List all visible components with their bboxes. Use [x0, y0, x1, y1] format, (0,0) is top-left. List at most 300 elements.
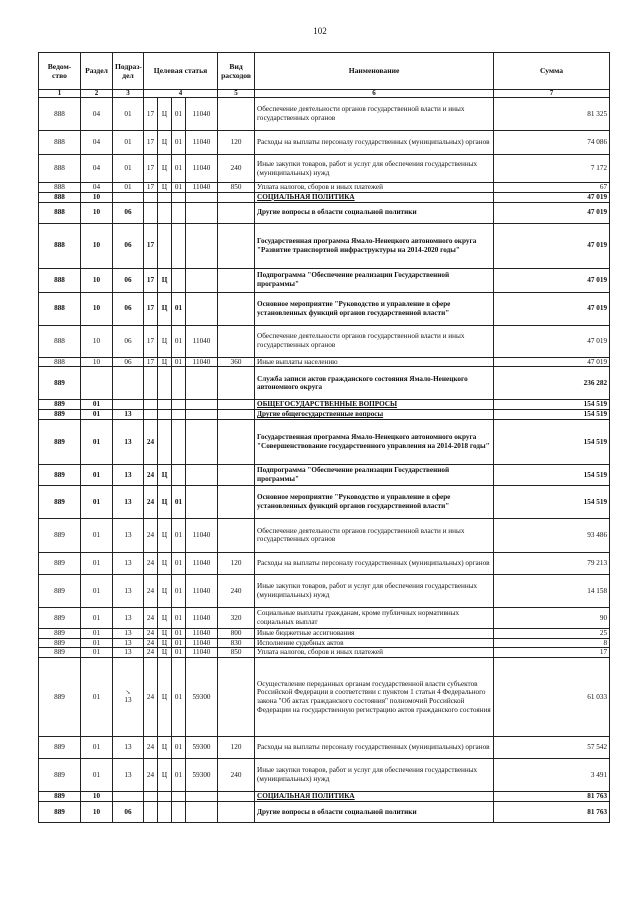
- cell-target-subprogram: [158, 802, 172, 823]
- cell-razdel: 01: [81, 648, 113, 658]
- cell-target-direction: 11040: [186, 552, 218, 574]
- cell-vid: [218, 464, 255, 485]
- cell-podrazdel: 13: [113, 638, 144, 648]
- cell-name: Иные выплаты населению: [255, 357, 494, 367]
- cell-vid: [218, 518, 255, 552]
- cell-podrazdel: 13: [113, 759, 144, 792]
- cell-target-subprogram: Ц: [158, 638, 172, 648]
- cell-vid: [218, 268, 255, 292]
- cell-razdel: 01: [81, 464, 113, 485]
- cell-target-program: 17: [144, 292, 158, 325]
- cell-razdel: 10: [81, 292, 113, 325]
- column-number-row: [39, 90, 610, 98]
- cell-target-subprogram: Ц: [158, 628, 172, 638]
- cell-target-subprogram: Ц: [158, 485, 172, 518]
- cell-target-program: 17: [144, 98, 158, 131]
- table-row: [39, 638, 610, 648]
- cell-target-subprogram: Ц: [158, 183, 172, 193]
- cell-vid: [218, 223, 255, 268]
- cell-target-program: 24: [144, 518, 158, 552]
- cell-vid: [218, 192, 255, 202]
- cell-target-event: [172, 223, 186, 268]
- cell-target-direction: [186, 223, 218, 268]
- cell-target-subprogram: Ц: [158, 155, 172, 183]
- cell-sum: 17: [494, 648, 610, 658]
- cell-target-program: [144, 367, 158, 400]
- cell-razdel: 01: [81, 400, 113, 410]
- cell-razdel: 10: [81, 792, 113, 802]
- cell-vedomstvo: 889: [39, 759, 81, 792]
- cell-target-subprogram: [158, 367, 172, 400]
- cell-sum: 93 486: [494, 518, 610, 552]
- cell-target-program: 24: [144, 658, 158, 737]
- table-row: [39, 792, 610, 802]
- cell-vedomstvo: 888: [39, 131, 81, 155]
- cell-target-event: 01: [172, 648, 186, 658]
- cell-podrazdel: 13: [113, 518, 144, 552]
- cell-target-event: [172, 367, 186, 400]
- cell-podrazdel: 13: [113, 648, 144, 658]
- cell-vedomstvo: 888: [39, 98, 81, 131]
- cell-target-subprogram: [158, 223, 172, 268]
- cell-vedomstvo: 889: [39, 628, 81, 638]
- cell-sum: 7 172: [494, 155, 610, 183]
- cell-vedomstvo: 889: [39, 648, 81, 658]
- cell-razdel: [81, 367, 113, 400]
- cell-name: Расходы на выплаты персоналу государственных (муниципальных) органов: [255, 737, 494, 759]
- table-row: [39, 607, 610, 628]
- table-row: [39, 202, 610, 223]
- cell-target-event: 01: [172, 607, 186, 628]
- cell-razdel: 10: [81, 802, 113, 823]
- cell-target-event: 01: [172, 155, 186, 183]
- cell-target-program: 17: [144, 357, 158, 367]
- cell-name: Иные закупки товаров, работ и услуг для обеспечения государственных (муниципальных) нужд: [255, 574, 494, 607]
- budget-table: [38, 52, 610, 823]
- header-sum: Сумма: [494, 53, 610, 90]
- cell-razdel: 04: [81, 98, 113, 131]
- cell-target-event: [172, 410, 186, 420]
- cell-target-subprogram: Ц: [158, 357, 172, 367]
- cell-vid: 240: [218, 759, 255, 792]
- cell-target-subprogram: Ц: [158, 574, 172, 607]
- cell-sum: 74 086: [494, 131, 610, 155]
- cell-podrazdel: 13: [113, 464, 144, 485]
- cell-target-subprogram: Ц: [158, 98, 172, 131]
- table-row: [39, 400, 610, 410]
- cell-vid: [218, 802, 255, 823]
- cell-target-event: 01: [172, 628, 186, 638]
- cell-podrazdel: 13: [113, 607, 144, 628]
- cell-sum: 154 519: [494, 464, 610, 485]
- cell-vedomstvo: 889: [39, 638, 81, 648]
- table-row: [39, 155, 610, 183]
- cell-target-program: [144, 792, 158, 802]
- cell-target-direction: 11040: [186, 628, 218, 638]
- cell-target-direction: [186, 792, 218, 802]
- cell-target-subprogram: [158, 419, 172, 464]
- handwritten-mark: ↘: [125, 689, 131, 696]
- cell-sum: 47 019: [494, 223, 610, 268]
- cell-sum: 236 282: [494, 367, 610, 400]
- col-number: 4: [144, 90, 218, 98]
- cell-vid: [218, 410, 255, 420]
- cell-razdel: 10: [81, 202, 113, 223]
- cell-vid: 120: [218, 131, 255, 155]
- table-row: [39, 223, 610, 268]
- cell-name: Уплата налогов, сборов и иных платежей: [255, 183, 494, 193]
- cell-target-direction: 11040: [186, 325, 218, 357]
- cell-target-direction: 11040: [186, 638, 218, 648]
- table-row: [39, 131, 610, 155]
- cell-sum: 81 763: [494, 802, 610, 823]
- table-row: [39, 464, 610, 485]
- cell-podrazdel: 13: [113, 419, 144, 464]
- cell-sum: 67: [494, 183, 610, 193]
- cell-vedomstvo: 889: [39, 410, 81, 420]
- cell-vedomstvo: 888: [39, 325, 81, 357]
- cell-target-program: [144, 400, 158, 410]
- cell-vid: [218, 658, 255, 737]
- header-vid: Вид расходов: [218, 53, 255, 90]
- cell-vedomstvo: 888: [39, 183, 81, 193]
- cell-target-direction: 11040: [186, 518, 218, 552]
- cell-podrazdel: [113, 400, 144, 410]
- cell-razdel: 10: [81, 192, 113, 202]
- col-number: 3: [113, 90, 144, 98]
- cell-name: Уплата налогов, сборов и иных платежей: [255, 648, 494, 658]
- cell-target-direction: [186, 802, 218, 823]
- cell-target-event: 01: [172, 759, 186, 792]
- cell-target-program: [144, 192, 158, 202]
- cell-target-event: 01: [172, 98, 186, 131]
- cell-vedomstvo: 888: [39, 202, 81, 223]
- cell-razdel: 01: [81, 485, 113, 518]
- cell-target-direction: [186, 400, 218, 410]
- table-row: [39, 759, 610, 792]
- cell-name: Осуществление переданных органам государственной власти субъектов Российской Федерации в соответствии с пунктом 1 статьи 4 Федерального закона "Об актах гражданского состояния" полномочий Российской Федерации на государственную регистрацию актов гражданского состояния: [255, 658, 494, 737]
- cell-target-subprogram: Ц: [158, 648, 172, 658]
- cell-name: Основное мероприятие "Руководство и управление в сфере установленных функций органов государственной власти": [255, 292, 494, 325]
- cell-razdel: 01: [81, 518, 113, 552]
- table-row: [39, 268, 610, 292]
- cell-razdel: 01: [81, 737, 113, 759]
- cell-razdel: 10: [81, 268, 113, 292]
- cell-sum: 154 519: [494, 410, 610, 420]
- cell-name: Основное мероприятие "Руководство и управление в сфере установленных функций органов государственной власти": [255, 485, 494, 518]
- table-row: [39, 367, 610, 400]
- header-name: Наименование: [255, 53, 494, 90]
- cell-vedomstvo: 888: [39, 268, 81, 292]
- cell-razdel: 01: [81, 759, 113, 792]
- cell-name: Подпрограмма "Обеспечение реализации Государственной программы": [255, 268, 494, 292]
- col-number: 7: [494, 90, 610, 98]
- cell-target-direction: 11040: [186, 574, 218, 607]
- cell-target-event: 01: [172, 518, 186, 552]
- cell-vedomstvo: 889: [39, 464, 81, 485]
- cell-target-direction: 11040: [186, 155, 218, 183]
- cell-target-event: 01: [172, 183, 186, 193]
- cell-target-event: 01: [172, 325, 186, 357]
- cell-target-direction: 11040: [186, 98, 218, 131]
- page-number: 102: [313, 26, 327, 36]
- cell-target-program: 17: [144, 183, 158, 193]
- cell-podrazdel: 06: [113, 268, 144, 292]
- cell-sum: 25: [494, 628, 610, 638]
- cell-target-program: [144, 202, 158, 223]
- cell-sum: 57 542: [494, 737, 610, 759]
- cell-target-program: 24: [144, 485, 158, 518]
- cell-podrazdel: 06: [113, 357, 144, 367]
- cell-target-subprogram: Ц: [158, 759, 172, 792]
- cell-sum: 3 491: [494, 759, 610, 792]
- cell-target-program: 24: [144, 648, 158, 658]
- cell-target-program: 24: [144, 464, 158, 485]
- cell-vedomstvo: 889: [39, 552, 81, 574]
- cell-podrazdel: [113, 367, 144, 400]
- header-podrazdel: Подраз-дел: [113, 53, 144, 90]
- table-row: [39, 574, 610, 607]
- cell-target-program: 17: [144, 268, 158, 292]
- cell-vid: [218, 367, 255, 400]
- cell-target-program: 24: [144, 552, 158, 574]
- cell-target-direction: [186, 410, 218, 420]
- cell-vid: 360: [218, 357, 255, 367]
- cell-target-event: [172, 802, 186, 823]
- cell-target-direction: 11040: [186, 648, 218, 658]
- cell-target-program: 24: [144, 759, 158, 792]
- cell-target-direction: [186, 292, 218, 325]
- cell-podrazdel: 06: [113, 292, 144, 325]
- cell-target-subprogram: [158, 202, 172, 223]
- table-row: [39, 658, 610, 737]
- cell-target-direction: 11040: [186, 607, 218, 628]
- cell-podrazdel: [113, 792, 144, 802]
- cell-vid: [218, 400, 255, 410]
- table-row: [39, 292, 610, 325]
- cell-vid: [218, 202, 255, 223]
- cell-podrazdel: [113, 658, 144, 737]
- table-row: [39, 357, 610, 367]
- cell-podrazdel: 06: [113, 325, 144, 357]
- cell-vedomstvo: 889: [39, 485, 81, 518]
- table-row: [39, 737, 610, 759]
- table-row: [39, 628, 610, 638]
- cell-razdel: 01: [81, 607, 113, 628]
- cell-target-direction: [186, 202, 218, 223]
- col-number: 6: [255, 90, 494, 98]
- cell-vid: 850: [218, 648, 255, 658]
- cell-target-event: 01: [172, 485, 186, 518]
- cell-sum: 14 158: [494, 574, 610, 607]
- cell-podrazdel: 13: [113, 737, 144, 759]
- cell-sum: 47 019: [494, 202, 610, 223]
- cell-sum: 81 325: [494, 98, 610, 131]
- cell-podrazdel: 06: [113, 802, 144, 823]
- cell-podrazdel: 06: [113, 223, 144, 268]
- cell-name: Расходы на выплаты персоналу государственных (муниципальных) органов: [255, 131, 494, 155]
- cell-sum: 61 033: [494, 658, 610, 737]
- cell-target-subprogram: Ц: [158, 658, 172, 737]
- cell-name: ОБЩЕГОСУДАРСТВЕННЫЕ ВОПРОСЫ: [255, 400, 494, 410]
- cell-vid: 850: [218, 183, 255, 193]
- cell-target-direction: [186, 485, 218, 518]
- cell-vedomstvo: 889: [39, 574, 81, 607]
- table-row: [39, 485, 610, 518]
- cell-target-event: [172, 202, 186, 223]
- table-row: [39, 518, 610, 552]
- cell-vid: 240: [218, 155, 255, 183]
- cell-target-program: 24: [144, 638, 158, 648]
- cell-razdel: 10: [81, 325, 113, 357]
- cell-razdel: 04: [81, 183, 113, 193]
- cell-target-subprogram: Ц: [158, 325, 172, 357]
- cell-name: Иные закупки товаров, работ и услуг для обеспечения государственных (муниципальных) нужд: [255, 155, 494, 183]
- cell-vedomstvo: 889: [39, 607, 81, 628]
- cell-target-program: [144, 802, 158, 823]
- cell-target-direction: [186, 268, 218, 292]
- cell-target-direction: [186, 464, 218, 485]
- cell-target-subprogram: Ц: [158, 552, 172, 574]
- cell-sum: 81 763: [494, 792, 610, 802]
- cell-target-subprogram: Ц: [158, 131, 172, 155]
- col-number: 1: [39, 90, 81, 98]
- cell-vedomstvo: 889: [39, 518, 81, 552]
- cell-target-event: 01: [172, 131, 186, 155]
- header-razdel: Раздел: [81, 53, 113, 90]
- cell-podrazdel: 13: [113, 628, 144, 638]
- cell-target-program: 24: [144, 607, 158, 628]
- cell-sum: 47 019: [494, 357, 610, 367]
- cell-target-event: 01: [172, 658, 186, 737]
- cell-podrazdel: 13: [113, 552, 144, 574]
- cell-sum: 154 519: [494, 485, 610, 518]
- cell-podrazdel: 13: [113, 410, 144, 420]
- cell-razdel: 10: [81, 357, 113, 367]
- cell-target-subprogram: [158, 400, 172, 410]
- cell-vid: 320: [218, 607, 255, 628]
- cell-vid: 120: [218, 552, 255, 574]
- cell-razdel: 01: [81, 410, 113, 420]
- cell-sum: 47 019: [494, 325, 610, 357]
- cell-target-event: [172, 792, 186, 802]
- cell-name: Государственная программа Ямало-Ненецкого автономного округа "Совершенствование государственного управления на 2014-2018 годы": [255, 419, 494, 464]
- cell-vedomstvo: 889: [39, 802, 81, 823]
- cell-podrazdel: [113, 192, 144, 202]
- cell-target-subprogram: [158, 192, 172, 202]
- cell-target-subprogram: Ц: [158, 607, 172, 628]
- cell-sum: 47 019: [494, 192, 610, 202]
- table-row: [39, 192, 610, 202]
- cell-target-direction: 11040: [186, 183, 218, 193]
- cell-razdel: 01: [81, 419, 113, 464]
- cell-name: СОЦИАЛЬНАЯ ПОЛИТИКА: [255, 792, 494, 802]
- cell-name: Государственная программа Ямало-Ненецкого автономного округа "Развитие транспортной инфраструктуры на 2014-2020 годы": [255, 223, 494, 268]
- cell-razdel: 10: [81, 223, 113, 268]
- cell-razdel: 01: [81, 552, 113, 574]
- cell-vedomstvo: 889: [39, 419, 81, 464]
- cell-sum: 154 519: [494, 419, 610, 464]
- cell-target-program: 17: [144, 131, 158, 155]
- table-row: [39, 419, 610, 464]
- cell-vid: [218, 325, 255, 357]
- cell-name: Обеспечение деятельности органов государственной власти и иных государственных органов: [255, 518, 494, 552]
- cell-name: Обеспечение деятельности органов государственной власти и иных государственных органов: [255, 325, 494, 357]
- cell-target-event: 01: [172, 357, 186, 367]
- cell-target-subprogram: Ц: [158, 464, 172, 485]
- cell-target-program: 24: [144, 419, 158, 464]
- cell-target-event: [172, 419, 186, 464]
- cell-name: Другие общегосударственные вопросы: [255, 410, 494, 420]
- cell-razdel: 04: [81, 131, 113, 155]
- cell-name: Другие вопросы в области социальной политики: [255, 202, 494, 223]
- cell-vedomstvo: 888: [39, 155, 81, 183]
- cell-name: Иные закупки товаров, работ и услуг для обеспечения государственных (муниципальных) нужд: [255, 759, 494, 792]
- cell-vid: 120: [218, 737, 255, 759]
- cell-target-program: 17: [144, 325, 158, 357]
- cell-vedomstvo: 889: [39, 400, 81, 410]
- cell-vedomstvo: 888: [39, 292, 81, 325]
- table-row: [39, 802, 610, 823]
- cell-vedomstvo: 889: [39, 658, 81, 737]
- cell-target-direction: [186, 192, 218, 202]
- cell-target-event: 01: [172, 638, 186, 648]
- cell-name: Исполнение судебных актов: [255, 638, 494, 648]
- cell-target-program: [144, 410, 158, 420]
- cell-target-direction: 59300: [186, 737, 218, 759]
- header-row: [39, 53, 610, 90]
- col-number: 5: [218, 90, 255, 98]
- table-row: [39, 325, 610, 357]
- cell-target-event: 01: [172, 737, 186, 759]
- cell-razdel: 01: [81, 658, 113, 737]
- cell-sum: 47 019: [494, 292, 610, 325]
- cell-vid: [218, 419, 255, 464]
- cell-target-direction: [186, 367, 218, 400]
- cell-target-direction: 59300: [186, 759, 218, 792]
- table-row: [39, 410, 610, 420]
- cell-sum: 79 213: [494, 552, 610, 574]
- cell-target-program: 17: [144, 155, 158, 183]
- cell-razdel: 01: [81, 628, 113, 638]
- cell-sum: 8: [494, 638, 610, 648]
- cell-podrazdel: 01: [113, 155, 144, 183]
- cell-vid: [218, 98, 255, 131]
- cell-target-program: 24: [144, 737, 158, 759]
- cell-razdel: 04: [81, 155, 113, 183]
- cell-podrazdel: 01: [113, 131, 144, 155]
- cell-target-direction: [186, 419, 218, 464]
- cell-name: Другие вопросы в области социальной политики: [255, 802, 494, 823]
- table-row: [39, 552, 610, 574]
- cell-vedomstvo: 888: [39, 223, 81, 268]
- cell-target-event: [172, 268, 186, 292]
- cell-vedomstvo: 889: [39, 792, 81, 802]
- cell-vedomstvo: 888: [39, 357, 81, 367]
- cell-razdel: 01: [81, 574, 113, 607]
- cell-razdel: 01: [81, 638, 113, 648]
- header-vedomstvo: Ведом-ство: [39, 53, 81, 90]
- cell-vid: [218, 485, 255, 518]
- cell-target-subprogram: Ц: [158, 737, 172, 759]
- table-row: [39, 648, 610, 658]
- cell-name: Расходы на выплаты персоналу государственных (муниципальных) органов: [255, 552, 494, 574]
- cell-name: Подпрограмма "Обеспечение реализации Государственной программы": [255, 464, 494, 485]
- cell-target-event: [172, 192, 186, 202]
- cell-podrazdel: 13: [113, 574, 144, 607]
- col-number: 2: [81, 90, 113, 98]
- cell-target-subprogram: [158, 792, 172, 802]
